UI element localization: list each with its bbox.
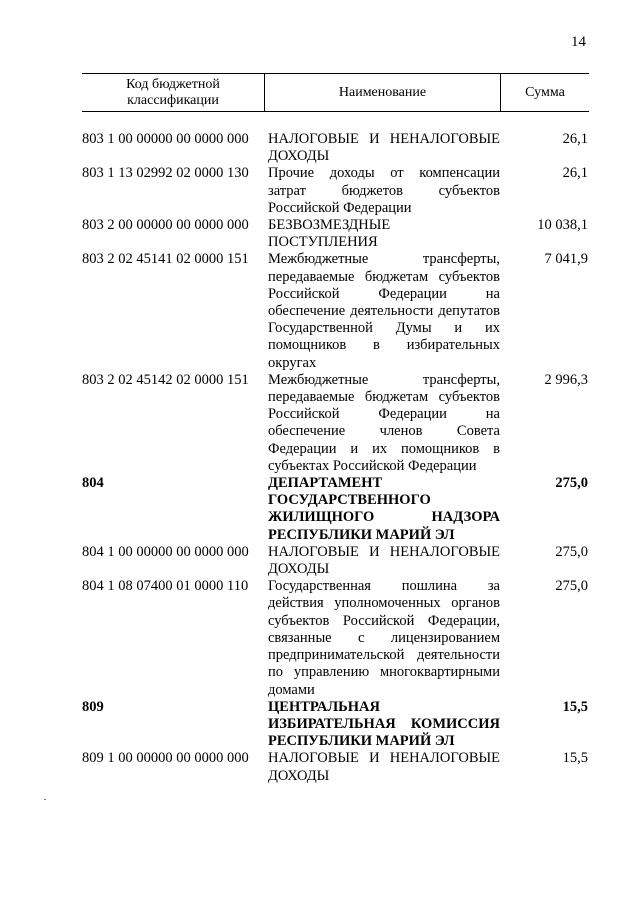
row-code: 809: [82, 698, 104, 715]
table-row: [82, 750, 592, 784]
row-code: 803 1 00 00000 00 0000 000: [82, 131, 249, 147]
table-row: [82, 372, 592, 475]
table-row: [82, 699, 592, 751]
row-name: НАЛОГОВЫЕ И НЕНАЛОГОВЫЕ ДОХОДЫ: [268, 750, 500, 784]
row-name: БЕЗВОЗМЕЗДНЫЕ ПОСТУПЛЕНИЯ: [268, 217, 391, 251]
row-code: 804 1 08 07400 01 0000 110: [82, 578, 249, 595]
table-row: [82, 165, 592, 217]
row-code: 803 2 02 45141 02 0000 151: [82, 251, 249, 268]
row-name: Межбюджетные трансферты, передаваемые бюджетам субъектов Российской Федерации на обеспечение деятельности депутатов Государственной Думы и их помощников в избирательных округах: [268, 251, 500, 371]
row-code: 804: [82, 475, 104, 492]
scan-speck: [44, 799, 46, 800]
header-code: Код бюджетной классификации: [82, 74, 265, 111]
row-name: Прочие доходы от компенсации затрат бюджетов субъектов Российской Федерации: [268, 165, 500, 216]
row-sum: 15,5: [562, 750, 588, 767]
row-name: НАЛОГОВЫЕ И НЕНАЛОГОВЫЕ ДОХОДЫ: [268, 131, 500, 165]
row-sum: 2 996,3: [544, 371, 588, 388]
row-sum: 7 041,9: [544, 251, 588, 268]
table-row: [82, 217, 592, 251]
row-name: ЦЕНТРАЛЬНАЯ ИЗБИРАТЕЛЬНАЯ КОМИССИЯ РЕСПУБЛИКИ МАРИЙ ЭЛ: [268, 698, 500, 750]
table-row: [82, 131, 592, 165]
row-name: НАЛОГОВЫЕ И НЕНАЛОГОВЫЕ ДОХОДЫ: [268, 543, 500, 578]
row-sum: 10 038,1: [537, 217, 588, 234]
header-sum: Сумма: [525, 84, 565, 100]
table-header: [82, 73, 589, 112]
row-code: 804 1 00 00000 00 0000 000: [82, 543, 249, 560]
row-sum: 275,0: [555, 475, 588, 492]
table-body: [82, 131, 592, 785]
table-row: [82, 578, 592, 698]
row-name: Государственная пошлина за действия уполномоченных органов субъектов Российской Федерации, связанные с лицензированием предпринимательской деятельности по управлению многоквартирными домами: [268, 578, 500, 698]
row-code: 809 1 00 00000 00 0000 000: [82, 750, 249, 767]
header-name: Наименование: [265, 74, 501, 111]
row-code: 803 2 00 00000 00 0000 000: [82, 217, 249, 234]
row-code: 803 1 13 02992 02 0000 130: [82, 165, 249, 182]
table-row: [82, 475, 592, 544]
row-sum: 15,5: [562, 698, 588, 715]
page-number: 14: [571, 34, 586, 50]
table-row: [82, 544, 592, 578]
row-sum: 26,1: [562, 131, 588, 147]
row-name: ДЕПАРТАМЕНТ ГОСУДАРСТВЕННОГО ЖИЛИЩНОГО НАДЗОРА РЕСПУБЛИКИ МАРИЙ ЭЛ: [268, 475, 500, 543]
table-row: [82, 251, 592, 371]
row-sum: 275,0: [555, 543, 588, 560]
row-name: Межбюджетные трансферты, передаваемые бюджетам субъектов Российской Федерации на обеспечение членов Совета Федерации и их помощников в субъектах Российской Федерации: [268, 371, 500, 474]
row-sum: 275,0: [555, 578, 588, 595]
row-sum: 26,1: [562, 165, 588, 182]
row-code: 803 2 02 45142 02 0000 151: [82, 371, 249, 388]
